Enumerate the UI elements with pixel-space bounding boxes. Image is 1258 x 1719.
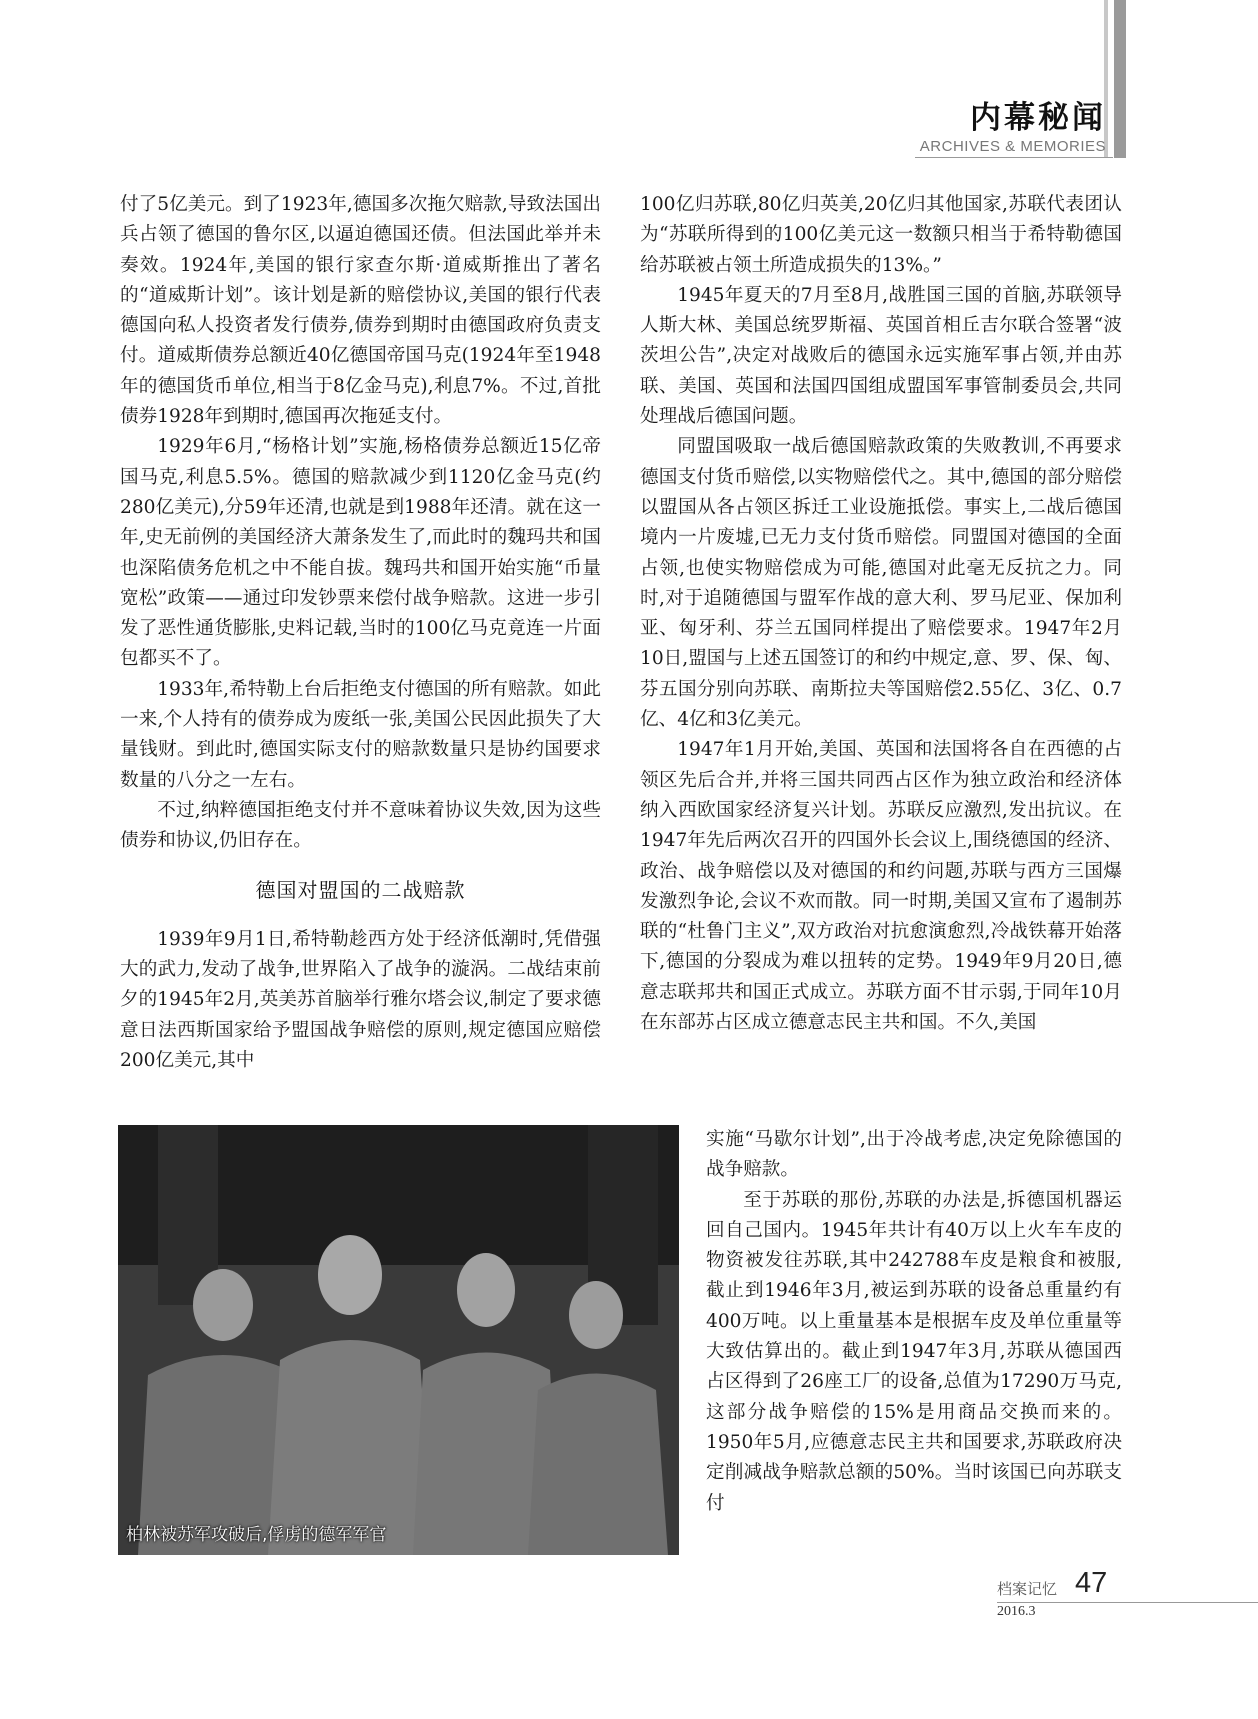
officers-photo-illustration [118,1125,679,1555]
header-side-bar [1114,0,1126,158]
header-rule [915,157,1113,158]
paragraph: 同盟国吸取一战后德国赔款政策的失败教训,不再要求德国支付货币赔偿,以实物赔偿代之。其中,德国的部分赔偿以盟国从各占领区拆迁工业设施抵偿。事实上,二战后德国境内一片废墟,已无力支付货币赔偿。同盟国对德国的全面占领,也使实物赔偿成为可能,德国对此毫无反抗之力。同时,对于追随德国与盟军作战的意大利、罗马尼亚、保加利亚、匈牙利、芬兰五国同样提出了赔偿要求。1947年2月10日,盟国与上述五国签订的和约中规定,意、罗、保、匈、芬五国分别向苏联、南斯拉夫等国赔偿2.55亿、3亿、0.7亿、4亿和3亿美元。 [640,436,1122,731]
column-title: 内幕秘闻 [970,100,1106,136]
left-column [120,190,601,1076]
right-column-wrap [706,1125,1122,1519]
paragraph: 不过,纳粹德国拒绝支付并不意味着协议失效,因为这些债券和协议,仍旧存在。 [120,799,601,852]
paragraph: 付了5亿美元。到了1923年,德国多次拖欠赔款,导致法国出兵占领了德国的鲁尔区,以逼迫德国还债。但法国此举并未奏效。1924年,美国的银行家查尔斯·道威斯推出了著名的“道威斯计划”。该计划是新的赔偿协议,美国的银行代表德国向私人投资者发行债券,债券到期时由德国政府负责支付。道威斯债券总额近40亿德国帝国马克(1924年至1948年的德国货币单位,相当于8亿金马克),利息7%。不过,首批债券1928年到期时,德国再次拖延支付。 [120,194,601,428]
issue-date: 2016.3 [997,1604,1036,1619]
paragraph: 1929年6月,“杨格计划”实施,杨格债券总额近15亿帝国马克,利息5.5%。德国的赔款减少到1120亿金马克(约280亿美元),分59年还清,也就是到1988年还清。就在这一年,史无前例的美国经济大萧条发生了,而此时的魏玛共和国也深陷债务危机之中不能自拔。魏玛共和国开始实施“币量宽松”政策——通过印发钞票来偿付战争赔款。这进一步引发了恶性通货膨胀,史料记载,当时的100亿马克竟连一片面包都买不了。 [120,436,601,670]
paragraph: 1945年夏天的7月至8月,战胜国三国的首脑,苏联领导人斯大林、美国总统罗斯福、英国首相丘吉尔联合签署“波茨坦公告”,决定对战败后的德国永远实施军事占领,并由苏联、美国、英国和法国四国组成盟国军事管制委员会,共同处理战后德国问题。 [640,284,1122,428]
footer-magazine-name: 档案记忆 [997,1580,1058,1598]
paragraph: 至于苏联的那份,苏联的办法是,拆德国机器运回自己国内。1945年共计有40万以上火车车皮的物资被发往苏联,其中242788车皮是粮食和被服,截止到1946年3月,被运到苏联的设备总重量约有400万吨。以上重量基本是根据车皮及单位重量等大致估算出的。截止到1947年3月,苏联从德国西占区得到了26座工厂的设备,总值为17290万马克,这部分战争赔偿的15%是用商品交换而来的。1950年5月,应德意志民主共和国要求,苏联政府决定削减战争赔款总额的50%。当时该国已向苏联支付 [706,1189,1122,1514]
footer-rule [997,1602,1258,1603]
paragraph: 1939年9月1日,希特勒趁西方处于经济低潮时,凭借强大的武力,发动了战争,世界陷入了战争的漩涡。二战结束前夕的1945年2月,英美苏首脑举行雅尔塔会议,制定了要求德意日法西斯国家给予盟国战争赔偿的原则,规定德国应赔偿200亿美元,其中 [120,928,601,1072]
right-column [640,190,1122,1038]
page-number: 47 [1075,1567,1108,1599]
paragraph: 实施“马歇尔计划”,出于冷战考虑,决定免除德国的战争赔款。 [706,1129,1122,1181]
photo-caption: 柏林被苏军攻破后,俘虏的德军军官 [126,1525,387,1545]
paragraph: 1947年1月开始,美国、英国和法国将各自在西德的占领区先后合并,并将三国共同西占区作为独立政治和经济体纳入西欧国家经济复兴计划。苏联反应激烈,发出抗议。在1947年先后两次召开的四国外长会议上,围绕德国的经济、政治、战争赔偿以及对德国的和约问题,苏联与西方三国爆发激烈争论,会议不欢而散。同一时期,美国又宣布了遏制苏联的“杜鲁门主义”,双方政治对抗愈演愈烈,冷战铁幕开始落下,德国的分裂成为难以扭转的定势。1949年9月20日,德意志联邦共和国正式成立。苏联方面不甘示弱,于同年10月在东部苏占区成立德意志民主共和国。不久,美国 [640,739,1122,1034]
section-heading: 德国对盟国的二战赔款 [255,877,466,902]
paragraph: 1933年,希特勒上台后拒绝支付德国的所有赔款。如此一来,个人持有的债券成为废纸一张,美国公民因此损失了大量钱财。到此时,德国实际支付的赔款数量只是协约国要求数量的八分之一左右。 [120,678,601,791]
paragraph: 100亿归苏联,80亿归英美,20亿归其他国家,苏联代表团认为“苏联所得到的100亿美元这一数额只相当于希特勒德国给苏联被占领土所造成损失的13%。” [640,194,1122,276]
historical-photo [118,1125,679,1555]
column-subtitle: ARCHIVES & MEMORIES [919,138,1106,155]
